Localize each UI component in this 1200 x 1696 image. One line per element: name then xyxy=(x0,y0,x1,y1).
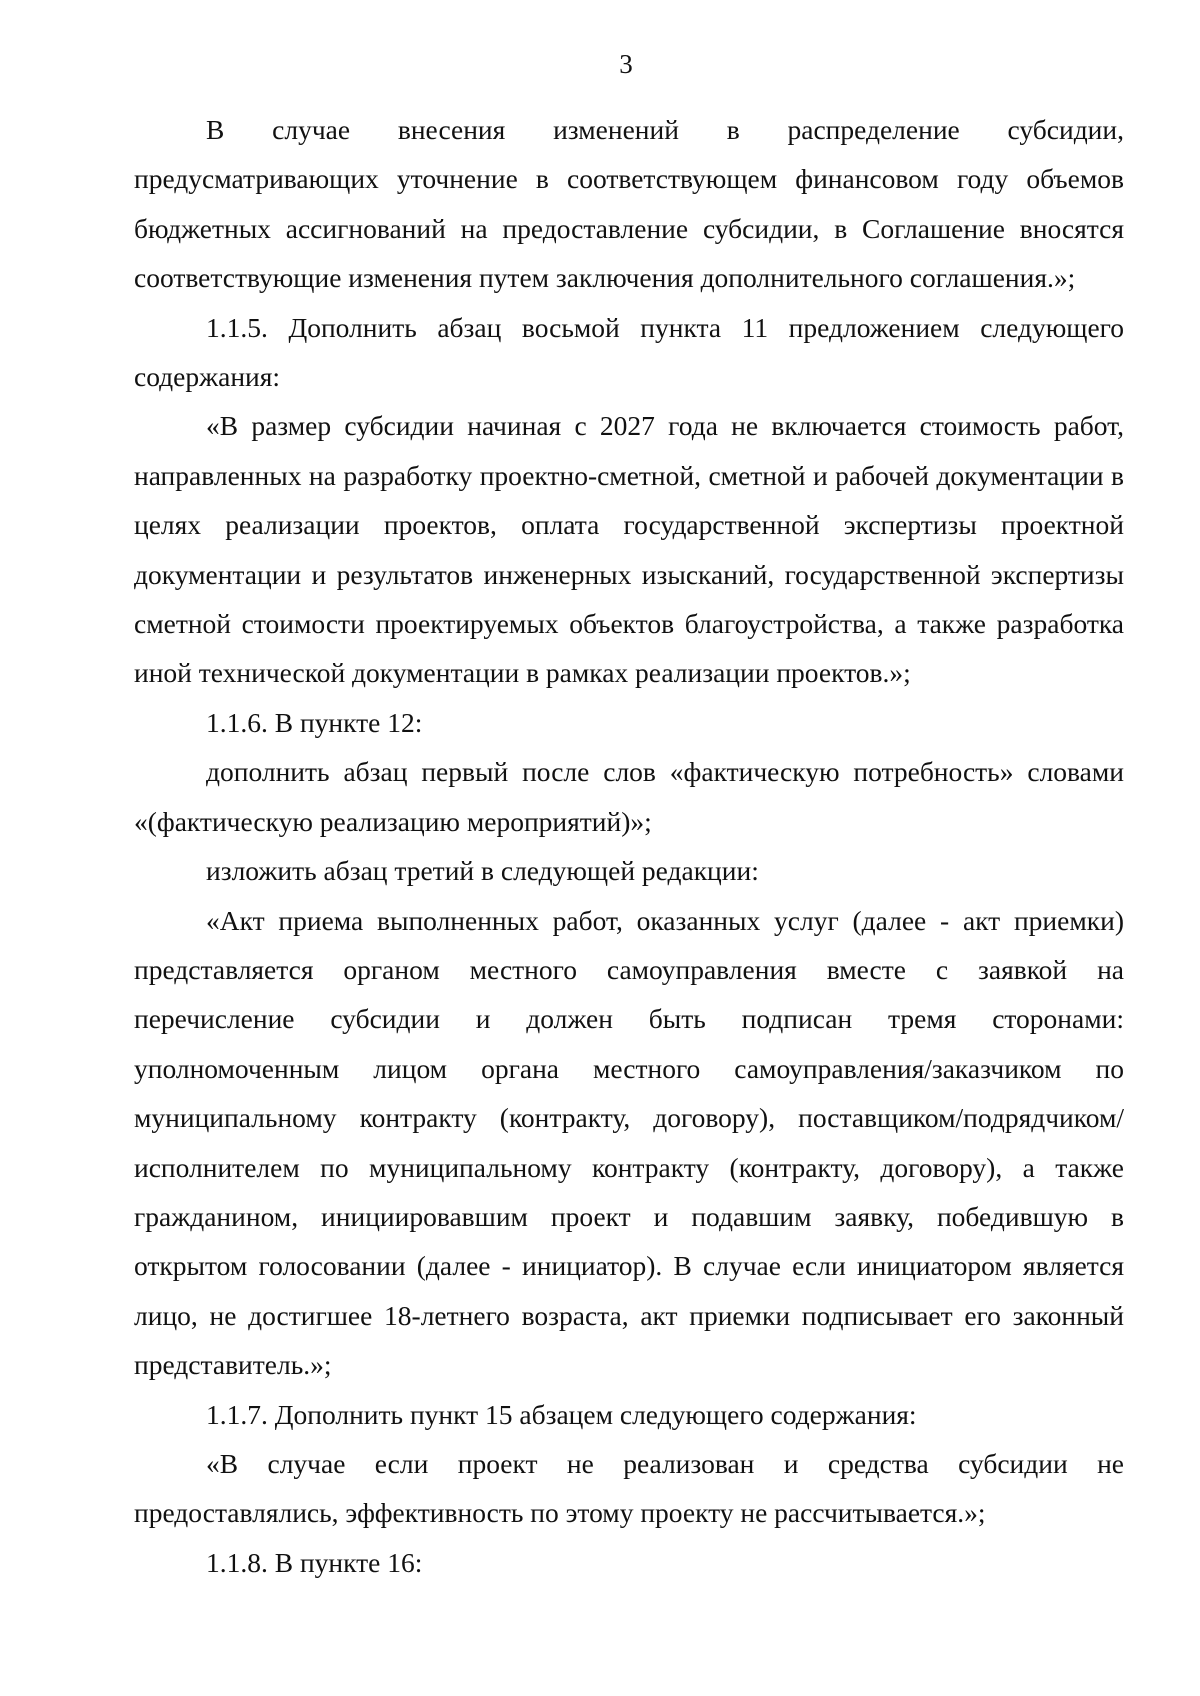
paragraph-subsidy-size-2027: «В размер субсидии начиная с 2027 года не включается стоимость работ, направленных на разработку проектно-сметной, сметной и рабочей документации в целях реализации проектов, оплата государственной экспертизы проектной документации и результатов инженерных изысканий, государственной экспертизы сметной стоимости проектируемых объектов благоустройства, а также разработка иной технической документации в рамках реализации проектов.»; xyxy=(134,410,1124,689)
paragraph-subsidy-distribution-changes: В случае внесения изменений в распределение субсидии, предусматривающих уточнение в соответствующем финансовом году объемов бюджетных ассигнований на предоставление субсидии, в Соглашение вносятся соответствующие изменения путем заключения дополнительного соглашения.»; xyxy=(134,114,1124,294)
paragraph-item-1-1-5: 1.1.5. Дополнить абзац восьмой пункта 11 предложением следующего содержания: xyxy=(134,311,1124,393)
paragraph-acceptance-act: «Акт приема выполненных работ, оказанных услуг (далее - акт приемки) представляется органом местного самоуправления вместе с заявкой на перечисление субсидии и должен быть подписан тремя сторонами: уполномоченным лицом органа местного самоуправления/заказчиком по муниципальному контракту (контракту, договору), поставщиком/подрядчиком/исполнителем по муниципальному контракту (контракту, договору), а также гражданином, инициировавшим проект и подавшим заявку, победившую в открытом голосовании (далее - инициатор). В случае если инициатором является лицо, не достигшее 18-летнего возраста, акт приемки подписывает его законный представитель.»; xyxy=(134,904,1124,1381)
paragraph-item-1-1-8: 1.1.8. В пункте 16: xyxy=(206,1546,423,1578)
paragraph-item-1-1-7: 1.1.7. Дополнить пункт 15 абзацем следующего содержания: xyxy=(206,1398,917,1430)
document-body xyxy=(134,105,1124,1587)
paragraph-amend-first-paragraph: дополнить абзац первый после слов «фактическую потребность» словами «(фактическую реализацию мероприятий)»; xyxy=(134,756,1124,837)
page-number: 3 xyxy=(619,49,633,79)
paragraph-item-1-1-6: 1.1.6. В пункте 12: xyxy=(206,706,423,738)
paragraph-project-not-implemented: «В случае если проект не реализован и средства субсидии не предоставлялись, эффективность по этому проекту не рассчитывается.»; xyxy=(134,1447,1124,1529)
paragraph-third-paragraph-wording: изложить абзац третий в следующей редакции: xyxy=(206,855,759,887)
